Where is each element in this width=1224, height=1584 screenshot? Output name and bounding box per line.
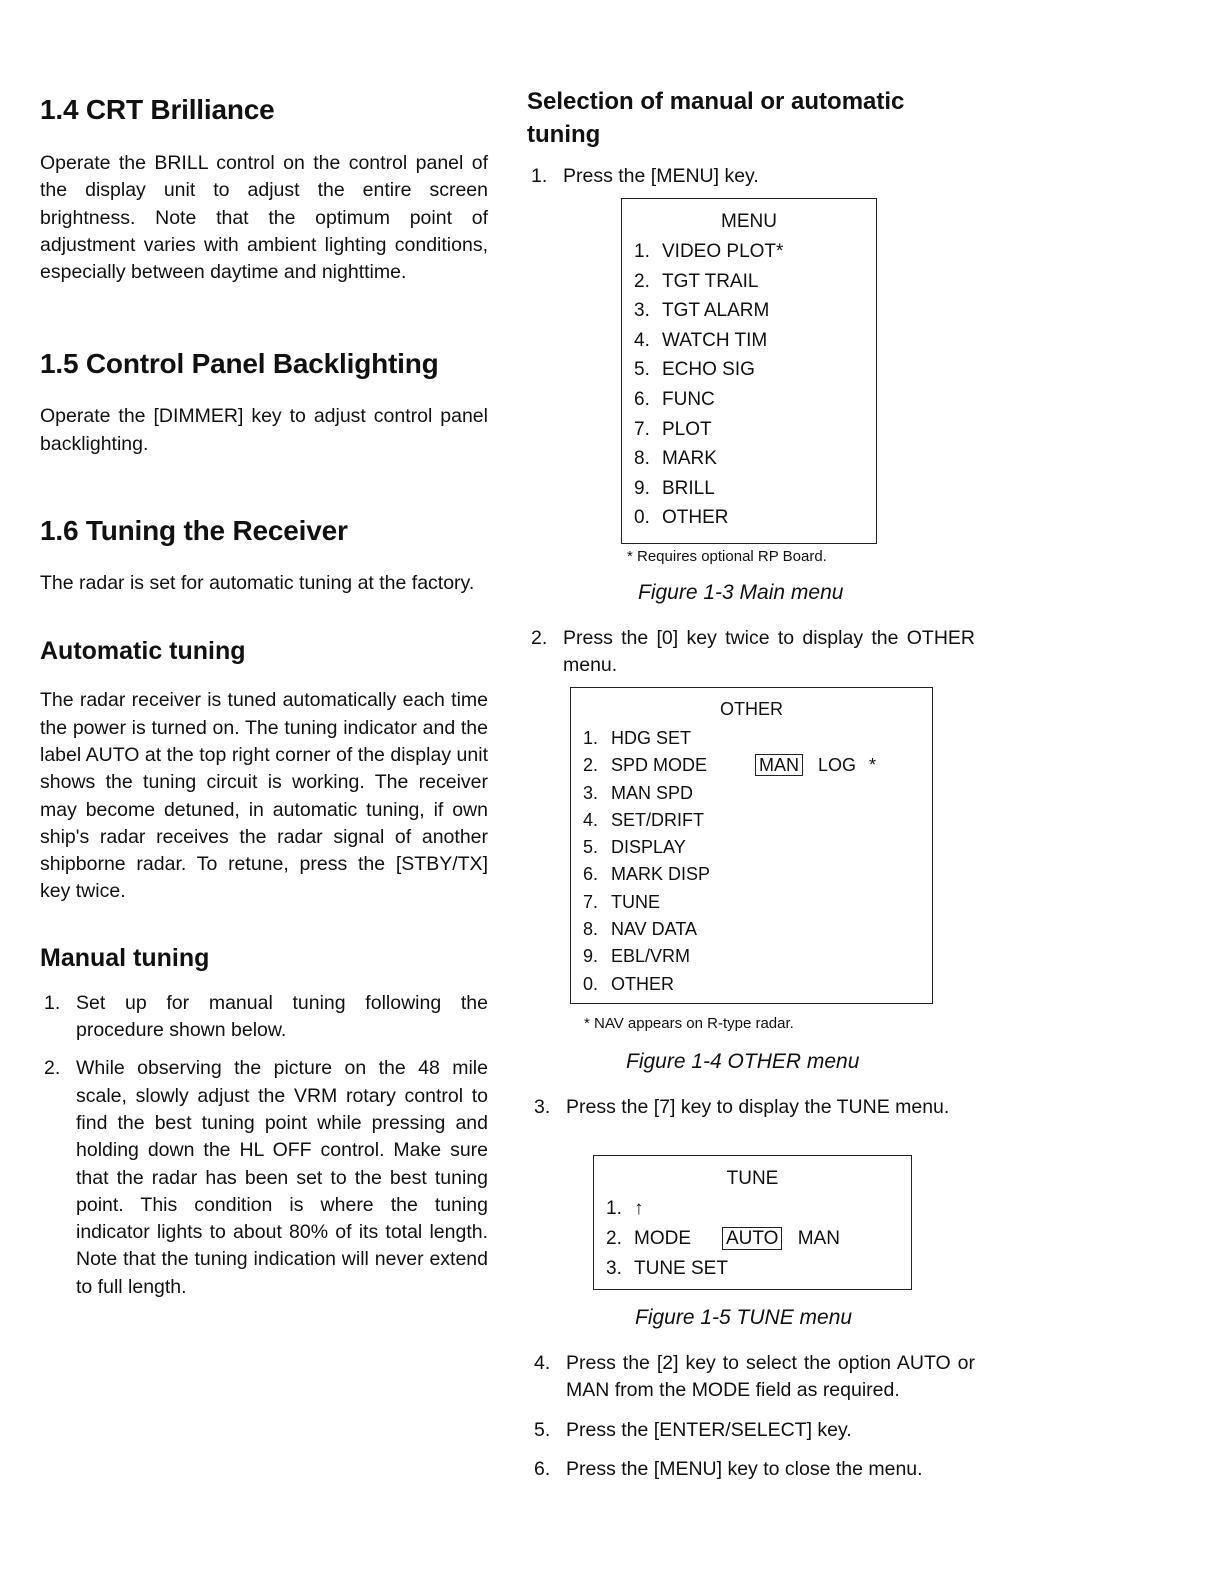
step-number: 2.: [531, 627, 548, 649]
step-3: [530, 1094, 975, 1121]
heading-manual-tuning: Manual tuning: [40, 943, 210, 972]
menu-item-watch-tim: 4. WATCH TIM: [634, 329, 768, 351]
menu-item-display: 5. DISPLAY: [583, 837, 686, 858]
menu-item-video-plot: 1. VIDEO PLOT*: [634, 241, 784, 262]
mode-man: MAN: [797, 1228, 840, 1249]
step-1: [527, 163, 987, 190]
list-item: [530, 1456, 975, 1483]
heading-control-panel-backlighting: 1.5 Control Panel Backlighting: [40, 348, 439, 380]
menu-item-other: 0. OTHER: [634, 507, 729, 529]
menu-item-func: 6. FUNC: [634, 388, 715, 410]
step-number: 1.: [44, 991, 61, 1014]
menu-item-mark: 8. MARK: [634, 448, 717, 470]
list-item: [40, 1055, 488, 1301]
other-menu-box: [570, 687, 933, 1004]
crt-brilliance-text: Operate the BRILL control on the control panel of the display unit to adjust the entire screen brightness. Note that the optimum point of adjustment varies with ambient lighting conditions, especially between daytime and nighttime.: [40, 152, 488, 284]
step-number: 4.: [534, 1352, 551, 1374]
step-number: 6.: [534, 1457, 551, 1480]
step-number: 2.: [44, 1057, 61, 1080]
step-text: Press the [2] key to select the option AUTO or MAN from the MODE field as required.: [566, 1352, 975, 1402]
menu-item-mark-disp: 6. MARK DISP: [583, 864, 711, 885]
spd-mode-log: LOG: [818, 755, 857, 776]
main-menu-box: [621, 198, 877, 544]
heading-selection-tuning: Selection of manual or automatic tuning: [527, 88, 905, 148]
step-text: Press the [MENU] key to close the menu.: [566, 1457, 923, 1480]
mode-selected-auto: AUTO: [722, 1227, 782, 1250]
left-column: [40, 88, 488, 1301]
step-text: Press the [MENU] key.: [563, 165, 759, 187]
menu-item-tgt-alarm: 3. TGT ALARM: [634, 300, 770, 322]
step-number: 5.: [534, 1418, 551, 1441]
list-item: [530, 1094, 975, 1121]
menu-item-ebl-vrm: 9. EBL/VRM: [583, 946, 691, 967]
list-item: [527, 163, 987, 190]
tune-row-tune-set: 3. TUNE SET: [606, 1258, 728, 1279]
tune-menu-title: TUNE: [726, 1168, 779, 1189]
menu-item-tgt-trail: 2. TGT TRAIL: [634, 270, 759, 292]
menu-item-hdg-set: 1. HDG SET: [583, 728, 692, 748]
menu-item-echo-sig: 5. ECHO SIG: [634, 359, 755, 381]
list-item: [527, 625, 975, 680]
figure-1-4-caption: Figure 1-4 OTHER menu: [626, 1050, 860, 1073]
tuning-receiver-text: The radar is set for automatic tuning at the factory.: [40, 572, 475, 595]
figure-1-5-caption: Figure 1-5 TUNE menu: [635, 1306, 853, 1329]
steps-4-to-6: [530, 1350, 975, 1483]
menu-item-spd-mode: 2. SPD MODE MAN LOG *: [583, 755, 877, 776]
step-text: Press the [7] key to display the TUNE menu.: [566, 1096, 950, 1118]
step-text: Press the [0] key twice to display the OTHER menu.: [563, 627, 975, 677]
tune-row-1: 1. ↑: [606, 1198, 644, 1219]
automatic-tuning-text: The radar receiver is tuned automatically each time the power is turned on. The tuning indicator and the label AUTO at the top right corner of the display unit shows the tuning circuit is working. The receiver may become detuned, in automatic tuning, if own ship's radar receives the radar signal of another shipborne radar. To retune, press the [STBY/TX] key twice.: [40, 689, 488, 903]
list-item: [40, 990, 488, 1045]
heading-crt-brilliance: 1.4 CRT Brilliance: [40, 94, 275, 125]
step-text: Set up for manual tuning following the procedure shown below.: [76, 991, 488, 1042]
list-item: [530, 1417, 975, 1444]
step-text: While observing the picture on the 48 mile scale, slowly adjust the VRM rotary control to find the best tuning point while pressing and holding down the HL OFF control. Make sure that the radar has been set to the best tuning point. This condition is where the tuning indicator lights to about 80% of its total length. Note that the tuning indication will never extend to full length.: [76, 1057, 488, 1298]
up-arrow-icon: ↑: [634, 1198, 644, 1219]
main-menu-title: MENU: [721, 211, 777, 232]
menu-item-nav-data: 8. NAV DATA: [583, 919, 698, 940]
tune-menu-box: [593, 1155, 912, 1290]
menu-item-set-drift: 4. SET/DRIFT: [583, 809, 704, 830]
heading-tuning-receiver: 1.6 Tuning the Receiver: [40, 515, 348, 547]
menu-item-man-spd: 3. MAN SPD: [583, 782, 694, 803]
step-text: Press the [ENTER/SELECT] key.: [566, 1418, 852, 1441]
heading-automatic-tuning: Automatic tuning: [40, 637, 246, 666]
other-menu-note: * NAV appears on R-type radar.: [584, 1015, 794, 1032]
spd-mode-selected: MAN: [755, 754, 803, 776]
menu-item-brill: 9. BRILL: [634, 477, 715, 499]
step-2: [527, 625, 975, 680]
manual-tuning-steps: [40, 990, 488, 1301]
list-item: [530, 1350, 975, 1405]
main-menu-note: * Requires optional RP Board.: [627, 548, 827, 565]
menu-item-tune: 7. TUNE: [583, 891, 660, 912]
step-number: 1.: [531, 165, 548, 187]
step-number: 3.: [534, 1096, 551, 1118]
other-menu-title: OTHER: [720, 699, 783, 719]
backlighting-text: Operate the [DIMMER] key to adjust control panel backlighting.: [40, 405, 488, 455]
spd-mode-asterisk: *: [869, 755, 877, 776]
figure-1-3-caption: Figure 1-3 Main menu: [638, 581, 844, 604]
menu-item-plot: 7. PLOT: [634, 418, 712, 440]
menu-item-other-submenu: 0. OTHER: [583, 973, 674, 994]
tune-row-mode: 2. MODE AUTO MAN: [606, 1228, 840, 1249]
